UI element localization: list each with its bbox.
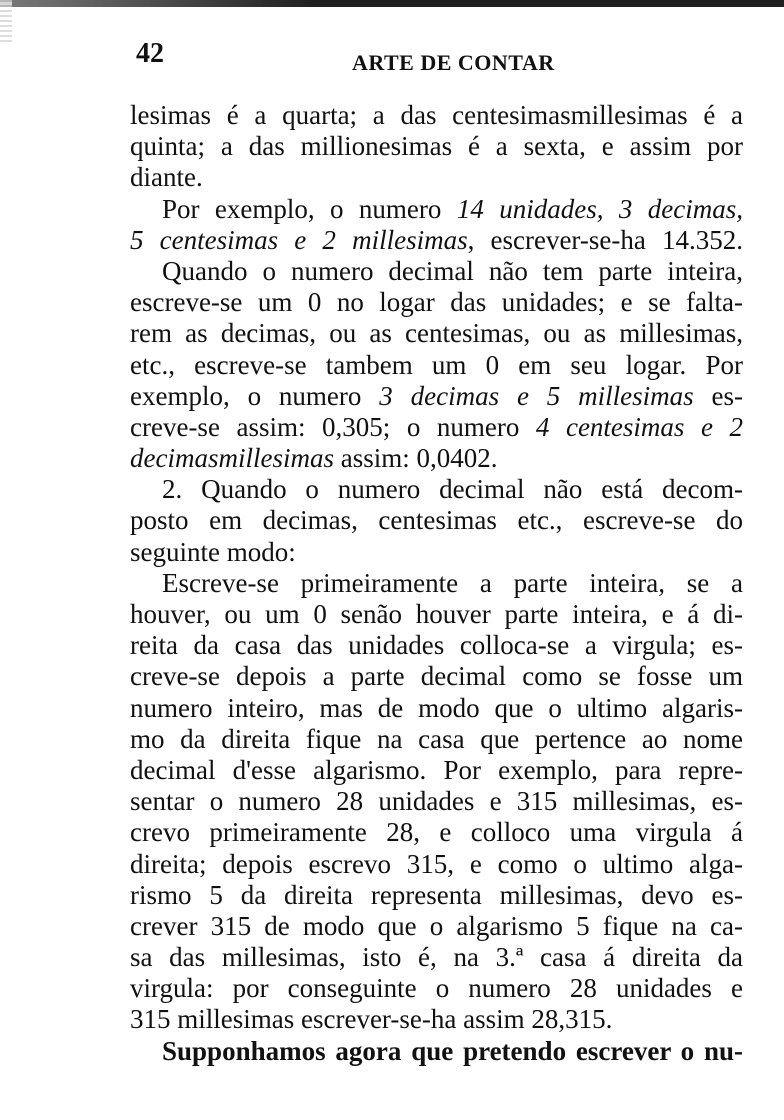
text-run: 2. Quando o numero decimal não está decom- xyxy=(162,474,743,505)
text-run: posto em decimas, centesimas etc., escreve-se do xyxy=(130,505,743,536)
text-line xyxy=(130,724,743,755)
text-run: creve-se assim: 0,305; o numero xyxy=(130,411,536,442)
text-run: etc., escreve-se tambem um 0 em seu logar. Por xyxy=(130,349,743,380)
italic-run: 5 centesimas e 2 millesimas xyxy=(130,224,468,255)
text-line xyxy=(130,973,743,1004)
body-text xyxy=(130,100,743,1067)
text-line xyxy=(130,880,743,911)
text-run: creve-se depois a parte decimal como se fosse um xyxy=(130,661,743,692)
text-line xyxy=(130,318,743,349)
text-line xyxy=(130,474,743,505)
text-line xyxy=(130,661,743,692)
text-run: sa das millesimas, isto é, na 3.ª casa á direita da xyxy=(130,942,743,973)
text-line xyxy=(130,568,743,599)
text-line xyxy=(130,942,743,973)
text-line xyxy=(130,693,743,724)
page-header xyxy=(0,38,784,82)
text-run: quinta; a das millionesimas é a sexta, e assim por xyxy=(130,131,743,162)
text-line xyxy=(130,256,743,287)
text-run: mo da direita fique na casa que pertence ao nome xyxy=(130,723,743,754)
text-run: virgula: por conseguinte o numero 28 unidades e xyxy=(130,973,743,1004)
text-run: seguinte modo: xyxy=(130,536,296,567)
text-line xyxy=(130,443,743,474)
text-run: sentar o numero 28 unidades e 315 millesimas, es- xyxy=(130,786,743,817)
text-run: Quando o numero decimal não tem parte inteira, xyxy=(162,255,743,286)
text-run: exemplo, o numero xyxy=(130,380,380,411)
text-line xyxy=(130,786,743,817)
text-line xyxy=(130,350,743,381)
text-run: escreve-se um 0 no logar das unidades; e se falta- xyxy=(130,287,743,318)
text-run: assim: 0,0402. xyxy=(333,443,498,474)
text-run: decimal d'esse algarismo. Por exemplo, para repre- xyxy=(130,754,743,785)
text-run: houver, ou um 0 senão houver parte inteira, e á di- xyxy=(130,599,743,629)
italic-run: 14 unidades, 3 decimas, xyxy=(456,193,743,224)
text-run: Supponhamos agora que pretendo escrever o nu- xyxy=(162,1035,743,1066)
running-title: ARTE DE CONTAR xyxy=(352,50,555,75)
text-line xyxy=(130,817,743,848)
text-run: crevo primeiramente 28, e colloco uma virgula á xyxy=(130,817,743,848)
text-line xyxy=(130,505,743,536)
page-number: 42 xyxy=(136,38,164,69)
text-line xyxy=(130,849,743,880)
text-line xyxy=(130,599,743,630)
text-line xyxy=(130,162,743,193)
text-line xyxy=(130,287,743,318)
italic-run: 3 decimas e 5 millesimas xyxy=(379,380,694,411)
text-run: crever 315 de modo que o algarismo 5 fique na ca- xyxy=(130,910,743,941)
text-line xyxy=(130,225,743,256)
text-line xyxy=(130,131,743,162)
text-run: rismo 5 da direita representa millesimas, devo es- xyxy=(130,879,743,910)
text-run: Escreve-se primeiramente a parte inteira, se a xyxy=(162,567,743,598)
text-line xyxy=(130,100,743,131)
text-run: direita; depois escrevo 315, e como o ultimo alga- xyxy=(130,848,743,879)
text-run: rem as decimas, ou as centesimas, ou as millesimas, xyxy=(130,318,743,349)
text-line xyxy=(130,1036,743,1067)
italic-run: decimasmillesimas xyxy=(130,443,334,474)
text-line xyxy=(130,537,743,568)
text-line xyxy=(130,412,743,443)
text-run: diante. xyxy=(130,162,203,193)
text-line xyxy=(130,755,743,786)
page-top-edge xyxy=(0,0,784,7)
text-line xyxy=(130,194,743,225)
text-line xyxy=(130,911,743,942)
text-run: es- xyxy=(693,380,743,411)
text-run: 315 millesimas escrever-se-ha assim 28,315. xyxy=(130,1004,613,1035)
text-line xyxy=(130,630,743,661)
italic-run: 4 centesimas e 2 xyxy=(535,411,743,442)
text-line xyxy=(130,1004,743,1035)
text-run: lesimas é a quarta; a das centesimasmillesimas é a xyxy=(130,100,743,130)
text-run: numero inteiro, mas de modo que o ultimo algaris- xyxy=(130,692,743,723)
text-run: reita da casa das unidades colloca-se a virgula; es- xyxy=(130,630,743,661)
text-run: , escrever-se-ha 14.352. xyxy=(467,224,743,255)
text-line xyxy=(130,381,743,412)
text-run: Por exemplo, o numero xyxy=(162,193,457,224)
